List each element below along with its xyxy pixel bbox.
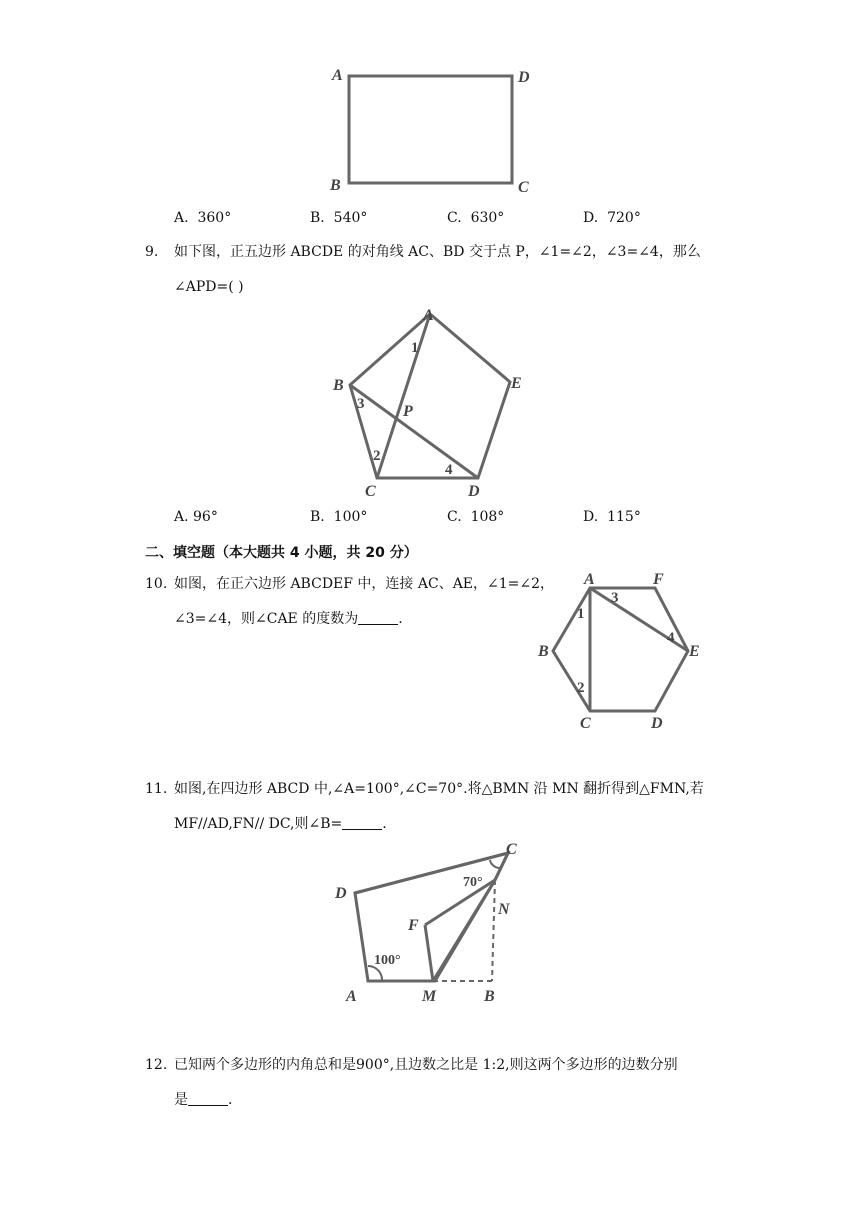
q9-label-a: A — [423, 307, 434, 324]
q8-option-d[interactable]: D. 720° — [583, 210, 641, 226]
q10-angle-2: 2 — [577, 680, 585, 696]
q12-text-line1: 已知两个多边形的内角总和是900°,且边数之比是 1:2,则这两个多边形的边数分别 — [174, 1057, 678, 1073]
q10-label-b: B — [538, 643, 549, 660]
q11-text-line1: 如图,在四边形 ABCD 中,∠A=100°,∠C=70°.将△BMN 沿 MN 翻折得到△FMN,若 — [174, 781, 704, 797]
q10-hexagon-figure — [535, 566, 715, 736]
q8-rectangle-figure — [320, 62, 540, 202]
q11-label-b: B — [484, 988, 495, 1005]
q10-text-line1: 如图，在正六边形 ABCDEF 中，连接 AC、AE，∠1=∠2， — [174, 576, 555, 592]
q10-answer-blank[interactable] — [358, 610, 398, 625]
q10-label-a: A — [584, 571, 595, 588]
q12-number: 12. — [145, 1057, 168, 1073]
q10-text-line2: ∠3=∠4，则∠CAE 的度数为 . — [174, 611, 403, 627]
q11-label-d: D — [335, 885, 347, 902]
q10-number: 10. — [145, 576, 168, 592]
q11-angle-a: 100° — [374, 953, 401, 968]
q9-option-b[interactable]: B. 100° — [310, 509, 368, 525]
q9-angle-1: 1 — [411, 340, 419, 356]
q9-pentagon-figure — [325, 302, 540, 502]
q8-option-b[interactable]: B. 540° — [310, 210, 368, 226]
q10-angle-1: 1 — [577, 606, 585, 622]
q9-angle-4: 4 — [445, 462, 453, 478]
q10-label-f: F — [653, 571, 664, 588]
q11-number: 11. — [145, 781, 168, 797]
q10-angle-3: 3 — [611, 590, 619, 606]
q10-label-e: E — [689, 643, 700, 660]
q9-angle-2: 2 — [373, 448, 381, 464]
q10-label-d: D — [651, 715, 663, 732]
q8-label-a: A — [332, 67, 343, 84]
q12-text-line2-main: 是 — [174, 1092, 188, 1108]
q9-text-line2: ∠APD=( ) — [174, 279, 244, 295]
q9-text-line1: 如下图，正五边形 ABCDE 的对角线 AC、BD 交于点 P，∠1=∠2，∠3=∠4，那么 — [174, 244, 701, 260]
q8-label-d: D — [518, 69, 530, 86]
q8-label-c: C — [518, 179, 529, 196]
q10-text-line2-main: ∠3=∠4，则∠CAE 的度数为 — [174, 611, 359, 627]
q10-label-c: C — [580, 715, 591, 732]
q12-text-line2: 是 . — [174, 1092, 233, 1108]
q11-quadrilateral-figure — [330, 838, 550, 1010]
q9-label-e: E — [511, 375, 522, 392]
q8-label-b: B — [330, 177, 341, 194]
q9-label-c: C — [365, 483, 376, 500]
q9-option-a[interactable]: A. 96° — [174, 509, 218, 525]
q9-number: 9. — [145, 244, 159, 260]
q11-label-c: C — [506, 841, 517, 858]
q11-text-line2-main: MF//AD,FN// DC,则∠B= — [174, 816, 343, 832]
q11-answer-blank[interactable] — [342, 815, 382, 830]
q8-option-a[interactable]: A. 360° — [174, 210, 232, 226]
q11-angle-c: 70° — [463, 875, 483, 890]
q11-text-line2: MF//AD,FN// DC,则∠B= . — [174, 816, 387, 832]
q10-angle-4: 4 — [667, 630, 675, 646]
q9-option-c[interactable]: C. 108° — [447, 509, 505, 525]
q8-option-c[interactable]: C. 630° — [447, 210, 505, 226]
q9-option-d[interactable]: D. 115° — [583, 509, 641, 525]
q9-angle-3: 3 — [357, 396, 365, 412]
q11-label-a: A — [346, 988, 357, 1005]
q11-label-f: F — [408, 917, 419, 934]
section-heading-fill-in: 二、填空题（本大题共 4 小题，共 20 分） — [145, 545, 418, 561]
q12-answer-blank[interactable] — [188, 1091, 228, 1106]
q9-label-p: P — [403, 403, 413, 420]
q11-label-m: M — [422, 988, 437, 1005]
q9-label-d: D — [468, 483, 480, 500]
q11-label-n: N — [498, 901, 510, 918]
q9-label-b: B — [333, 377, 344, 394]
